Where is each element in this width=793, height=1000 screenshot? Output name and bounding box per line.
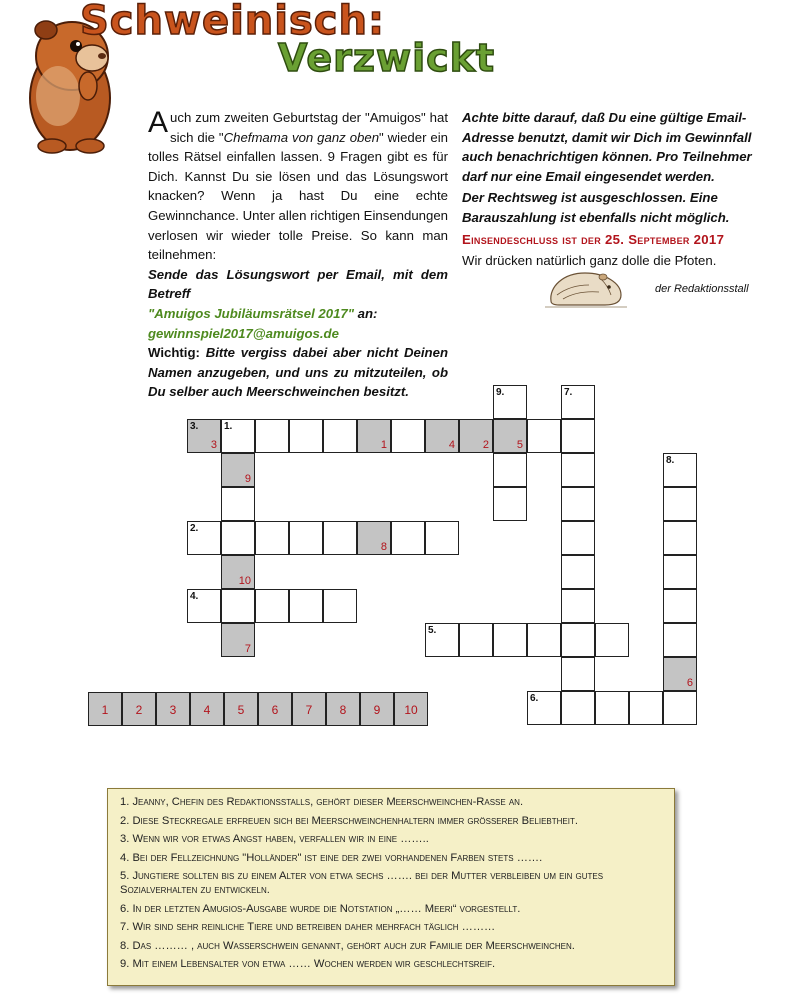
crossword-cell[interactable]: [493, 385, 527, 419]
crossword-cell[interactable]: [629, 691, 663, 725]
solution-cell[interactable]: [190, 692, 224, 726]
crossword-cell[interactable]: [221, 521, 255, 555]
crossword-cell[interactable]: [561, 385, 595, 419]
clue-number: 4.: [190, 591, 199, 602]
clues-box: [107, 788, 675, 986]
solution-index: 1: [380, 439, 387, 451]
crossword-cell[interactable]: [391, 521, 425, 555]
deadline: Einsendeschluss ist der 25. September 2017: [462, 231, 725, 247]
crossword-cell[interactable]: [561, 589, 595, 623]
solution-index: 6: [686, 677, 693, 689]
solution-cell[interactable]: [224, 692, 258, 726]
wichtig-note: Wichtig: Bitte vergiss dabei aber nicht Deinen Namen anzugeben, und uns zu mitzuteilen, ob Du selber auch Meerschweinchen besitzt.: [148, 345, 448, 400]
crossword-cell[interactable]: [561, 555, 595, 589]
crossword-cell[interactable]: [663, 589, 697, 623]
solution-index: 6: [271, 703, 279, 717]
crossword-cell[interactable]: [221, 419, 255, 453]
clue-item: 9. Mit einem Lebensalter von etwa …… Wochen werden wir geschlechtsreif.: [120, 958, 496, 970]
crossword-cell[interactable]: [561, 521, 595, 555]
crossword-cell[interactable]: [663, 623, 697, 657]
clue-item: 2. Diese Steckregale erfreuen sich bei Meerschweinchenhaltern immer grösserer Beliebtheit.: [120, 814, 578, 827]
solution-index: 7: [244, 643, 251, 655]
signature: der Redaktionsstall: [655, 283, 749, 295]
clue-item: 3. Wenn wir vor etwas Angst haben, verfallen wir in eine ……..: [120, 833, 429, 845]
drop-cap: A: [148, 106, 169, 139]
intro-paragraph: Auch zum zweiten Geburtstag der "Amuigos" hat sich die "Chefmama von ganz oben" wieder ein tolles Rätsel einfallen lassen. 9 Fragen gibt es für Dich. Kannst Du sie lösen und das Lösungswort knacken? Wenn ja hast Du eine echte Gewinnchance. Unter allen richtigen Einsendungen verlosen wir wieder tolle Preise. So kann man teilnehmen:: [148, 106, 449, 263]
crossword-cell[interactable]: [425, 419, 459, 453]
solution-cell[interactable]: [122, 692, 156, 726]
crossword-cell[interactable]: [357, 521, 391, 555]
clue-number: 3.: [190, 421, 199, 432]
clue-number: 1.: [224, 421, 233, 432]
solution-index: 8: [380, 541, 387, 553]
crossword-cell[interactable]: [425, 521, 459, 555]
wish-line: Wir drücken natürlich ganz dolle die Pfoten.: [462, 253, 717, 269]
crossword-cell[interactable]: [187, 419, 221, 453]
email-address[interactable]: gewinnspiel2017@amuigos.de: [148, 325, 339, 341]
solution-cell[interactable]: [156, 692, 190, 726]
title-line-2: Verzwickt: [278, 36, 496, 80]
crossword-cell[interactable]: [595, 623, 629, 657]
crossword-cell[interactable]: [527, 691, 561, 725]
solution-index: 8: [339, 703, 347, 717]
crossword-cell[interactable]: [425, 623, 459, 657]
crossword-cell[interactable]: [255, 589, 289, 623]
crossword-cell[interactable]: [459, 419, 493, 453]
solution-index: 9: [244, 473, 251, 485]
clue-item: 6. In der letzten Amugios-Ausgabe wurde die Notstation „…… Meeri“ vorgestellt.: [120, 902, 521, 915]
crossword-cell[interactable]: [663, 453, 697, 487]
crossword-cell[interactable]: [595, 691, 629, 725]
clue-number: 8.: [666, 455, 675, 466]
crossword-cell[interactable]: [221, 487, 255, 521]
crossword-cell[interactable]: [493, 487, 527, 521]
clue-item: 4. Bei der Fellzeichnung "Holländer" ist eine der zwei vorhandenen Farben stets …….: [120, 851, 543, 864]
crossword-cell[interactable]: [221, 555, 255, 589]
solution-index: 7: [305, 703, 313, 717]
crossword-cell[interactable]: [493, 419, 527, 453]
clue-number: 7.: [564, 387, 573, 398]
solution-index: 10: [238, 575, 251, 587]
solution-cell[interactable]: [258, 692, 292, 726]
crossword-cell[interactable]: [187, 521, 221, 555]
crossword-cell[interactable]: [289, 419, 323, 453]
solution-index: 4: [448, 439, 455, 451]
crossword-cell[interactable]: [323, 419, 357, 453]
crossword-cell[interactable]: [561, 453, 595, 487]
crossword-cell[interactable]: [221, 589, 255, 623]
crossword-cell[interactable]: [527, 623, 561, 657]
crossword-cell[interactable]: [323, 589, 357, 623]
rules-column: [462, 108, 762, 273]
crossword-cell[interactable]: [663, 555, 697, 589]
solution-cell[interactable]: [360, 692, 394, 726]
clue-number: 5.: [428, 625, 437, 636]
crossword-cell[interactable]: [527, 419, 561, 453]
solution-index: 4: [203, 703, 211, 717]
clue-number: 9.: [496, 387, 505, 398]
crossword-cell[interactable]: [561, 419, 595, 453]
crossword-cell[interactable]: [663, 691, 697, 725]
crossword-cell[interactable]: [289, 589, 323, 623]
crossword-cell[interactable]: [221, 453, 255, 487]
solution-cell[interactable]: [394, 692, 428, 726]
solution-index: 3: [210, 439, 217, 451]
crossword-cell[interactable]: [663, 657, 697, 691]
clue-item: 1. Jeanny, Chefin des Redaktionsstalls, gehört dieser Meerschweinchen-Rasse an.: [120, 796, 524, 808]
crossword-cell[interactable]: [663, 521, 697, 555]
solution-index: 9: [373, 703, 381, 717]
clue-item: 8. Das ……… , auch Wasserschwein genannt, gehört auch zur Familie der Meerschweinchen.: [120, 939, 575, 952]
guinea-pig-sketch-icon: [545, 265, 627, 310]
crossword-cell[interactable]: [357, 419, 391, 453]
send-instruction: Sende das Lösungswort per Email, mit dem Betreff: [148, 266, 448, 302]
solution-index: 5: [516, 439, 523, 451]
crossword-cell[interactable]: [391, 419, 425, 453]
subject-line: "Amuigos Jubiläumsrätsel 2017" an:: [148, 305, 378, 321]
solution-index: 2: [135, 703, 143, 717]
solution-cell[interactable]: [292, 692, 326, 726]
crossword-cell[interactable]: [493, 623, 527, 657]
legal-note: Der Rechtsweg ist ausgeschlossen. Eine Barauszahlung ist ebenfalls nicht möglich.: [462, 190, 730, 225]
solution-cell[interactable]: [88, 692, 122, 726]
crossword-cell[interactable]: [221, 623, 255, 657]
crossword-cell[interactable]: [187, 589, 221, 623]
crossword-cell[interactable]: [323, 521, 357, 555]
clue-item: 5. Jungtiere sollten bis zu einem Alter von etwa sechs ……. bei der Mutter verbleiben um ein gutes Sozialverhalten zu entwickeln.: [120, 870, 604, 896]
crossword-cell[interactable]: [663, 487, 697, 521]
crossword-cell[interactable]: [289, 521, 323, 555]
solution-cell[interactable]: [326, 692, 360, 726]
crossword-cell[interactable]: [561, 657, 595, 691]
solution-index: 2: [482, 439, 489, 451]
crossword-cell[interactable]: [255, 521, 289, 555]
solution-index: 1: [101, 703, 109, 717]
crossword-cell[interactable]: [493, 453, 527, 487]
crossword-cell[interactable]: [561, 487, 595, 521]
intro-column: [148, 108, 448, 402]
clue-item: 7. Wir sind sehr reinliche Tiere und betreiben daher mehrfach täglich ………: [120, 921, 496, 933]
title-line-1: Schweinisch:: [80, 0, 385, 44]
crossword-cell[interactable]: [459, 623, 493, 657]
solution-index: 5: [237, 703, 245, 717]
crossword-cell[interactable]: [561, 691, 595, 725]
solution-index: 10: [404, 703, 418, 717]
solution-index: 3: [169, 703, 177, 717]
crossword-cell[interactable]: [255, 419, 289, 453]
clue-number: 2.: [190, 523, 199, 534]
email-rule: Achte bitte darauf, daß Du eine gültige Email-Adresse benutzt, damit wir Dich im Gewinnfall auch benachrichtigen können. Pro Teilnehmer darf nur eine Email eingesendet werden.: [462, 110, 752, 184]
crossword-cell[interactable]: [561, 623, 595, 657]
header: [0, 0, 793, 110]
clue-number: 6.: [530, 693, 539, 704]
